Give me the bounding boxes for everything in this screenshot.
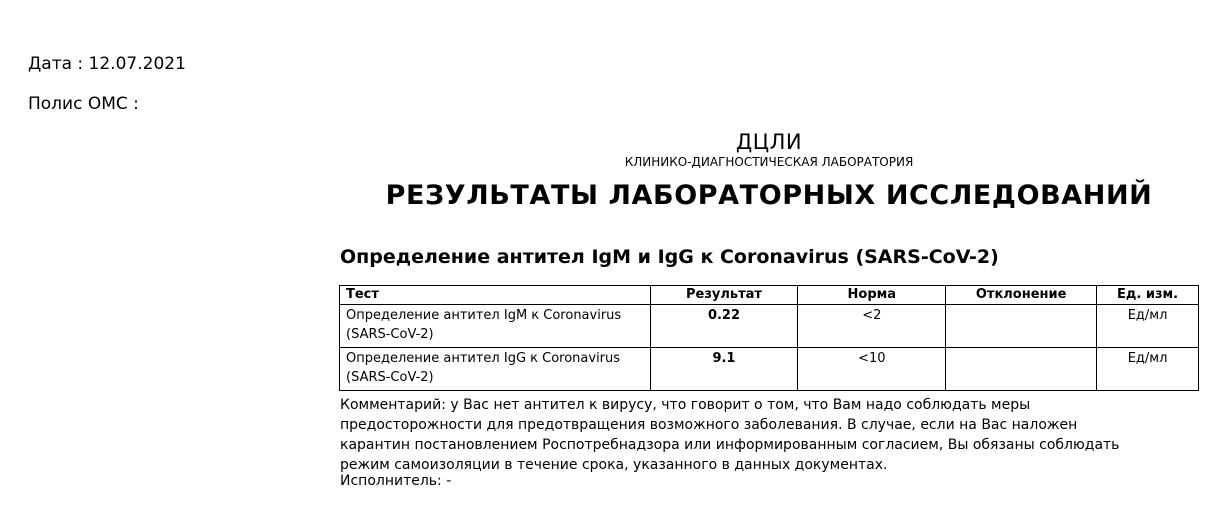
test-name-line: (SARS-CoV-2) — [346, 370, 434, 385]
test-name-line: Определение антител IgG к Coronavirus — [346, 351, 621, 366]
unit-cell: Ед/мл — [1097, 348, 1199, 391]
lab-subtitle: КЛИНИКО-ДИАГНОСТИЧЕСКАЯ ЛАБОРАТОРИЯ — [624, 155, 914, 169]
document-title: РЕЗУЛЬТАТЫ ЛАБОРАТОРНЫХ ИССЛЕДОВАНИЙ — [385, 180, 1153, 211]
column-header-result: Результат — [650, 286, 798, 305]
result-cell: 9.1 — [650, 348, 798, 391]
test-name-cell — [340, 348, 651, 391]
column-header-test: Тест — [340, 286, 651, 305]
performer-line: Исполнитель: - — [340, 473, 452, 489]
deviation-cell — [946, 305, 1097, 348]
results-table — [339, 285, 1199, 391]
result-cell: 0.22 — [650, 305, 798, 348]
deviation-cell — [946, 348, 1097, 391]
comment-line: режим самоизоляции в течение срока, указанного в данных документах. — [340, 457, 888, 473]
unit-cell: Ед/мл — [1097, 305, 1199, 348]
table-header-row — [340, 286, 1199, 305]
norm-cell: <2 — [798, 305, 946, 348]
test-name-line: (SARS-CoV-2) — [346, 327, 434, 342]
lab-name: ДЦЛИ — [735, 130, 803, 154]
comment-block — [340, 395, 1200, 475]
column-header-norm: Норма — [798, 286, 946, 305]
norm-cell: <10 — [798, 348, 946, 391]
comment-line: Комментарий: у Вас нет антител к вирусу, что говорит о том, что Вам надо соблюдать меры — [340, 397, 1031, 413]
comment-line: карантин постановлением Роспотребнадзора или информированным согласием, Вы обязаны соблюдать — [340, 437, 1120, 453]
comment-line: предосторожности для предотвращения возможного заболевания. В случае, если на Вас наложен — [340, 417, 1078, 433]
column-header-deviation: Отклонение — [946, 286, 1097, 305]
date-line: Дата : 12.07.2021 — [28, 54, 186, 74]
table-row — [340, 305, 1199, 348]
section-title: Определение антител IgM и IgG к Coronavirus (SARS-CoV-2) — [340, 246, 999, 268]
column-header-unit: Ед. изм. — [1097, 286, 1199, 305]
test-name-line: Определение антител IgM к Coronavirus — [346, 308, 622, 323]
table-row — [340, 348, 1199, 391]
test-name-cell — [340, 305, 651, 348]
polis-line: Полис ОМС : — [28, 94, 139, 114]
